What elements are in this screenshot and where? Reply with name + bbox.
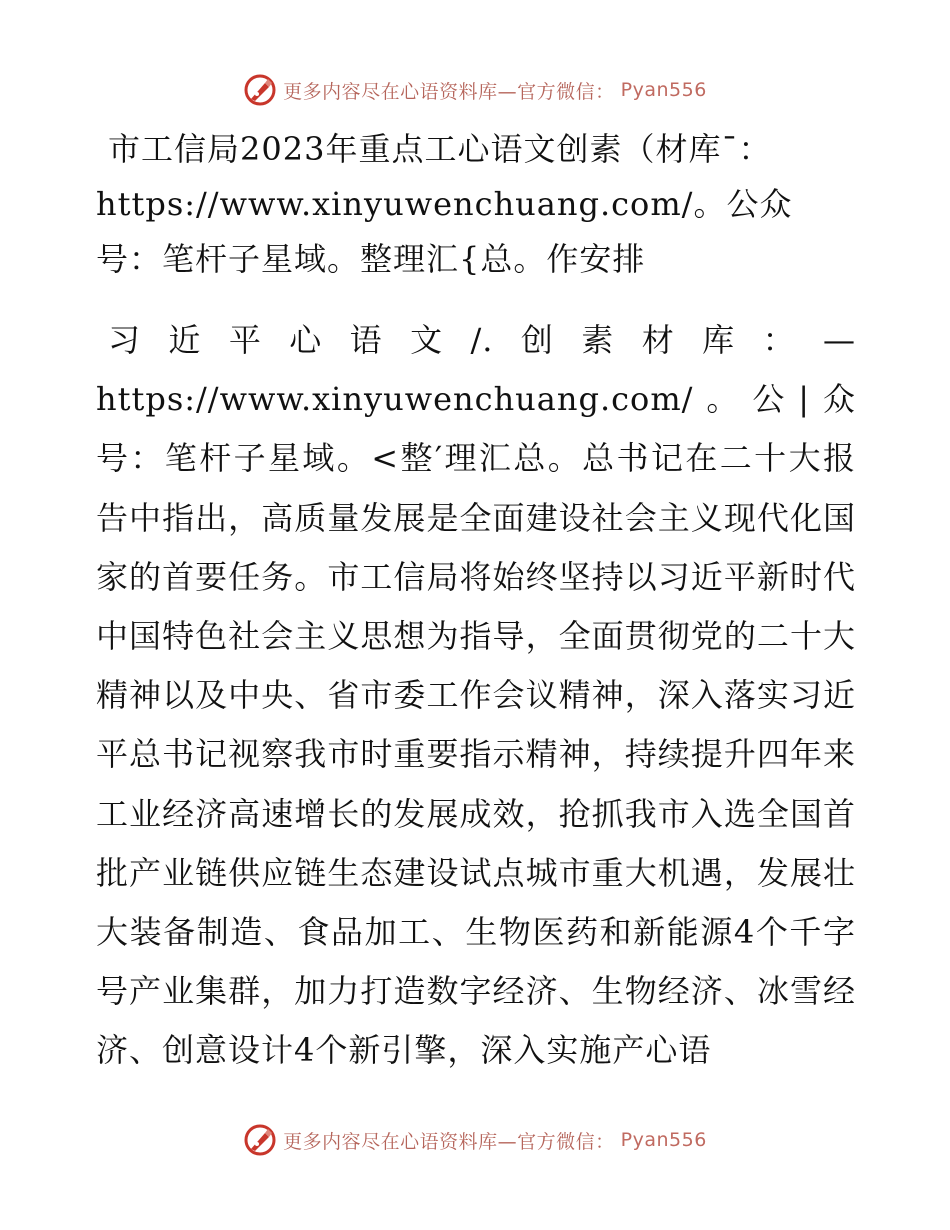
pen-nib-logo-icon — [243, 1123, 277, 1157]
banner-text: 更多内容尽在心语资料库—官方微信： — [283, 1130, 615, 1153]
header-banner — [0, 70, 950, 110]
banner-content — [243, 73, 707, 107]
wechat-id: Pyan556 — [620, 1129, 707, 1151]
document-title: 市工信局2023年重点工心语文创素（材库¯：https://www.xinyuwenchuang.com/。公众号：笔杆子星域。整理汇{总。作安排 — [96, 130, 793, 278]
pen-nib-logo-icon — [243, 73, 277, 107]
document-body: 习近平心语文/.创素材库：—https://www.xinyuwenchuang.com/。公|众号：笔杆子星域。<整′理汇总。总书记在二十大报告中指出，高质量发展是全面建设社会主义现代化国家的首要任务。市工信局将始终坚持以习近平新时代中国特色社会主义思想为指导，全面贯彻党的二十大精神以及中央、省市委工作会议精神，深入落实习近平总书记视察我市时重要指示精神，持续提升四年来工业经济高速增长的发展成效，抢抓我市入选全国首批产业链供应链生态建设试点城市重大机遇，发展壮大装备制造、食品加工、生物医药和新能源4个千字号产业集群，加力打造数字经济、生物经济、冰雪经济、创意设计4个新引擎，深入实施产心语 — [96, 321, 856, 1070]
banner-content — [243, 1123, 707, 1157]
footer-banner — [0, 1120, 950, 1160]
banner-text: 更多内容尽在心语资料库—官方微信： — [283, 80, 615, 103]
document-content — [96, 122, 856, 1081]
wechat-id: Pyan556 — [620, 79, 707, 101]
